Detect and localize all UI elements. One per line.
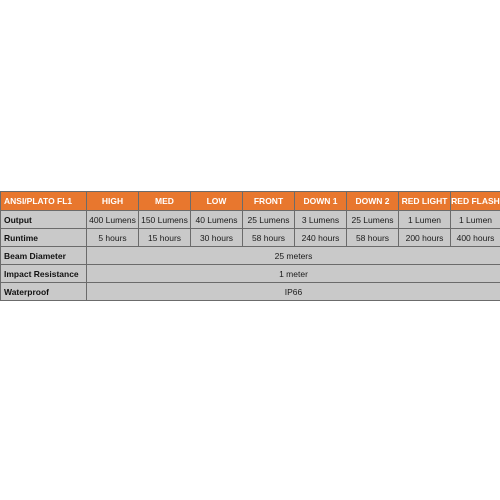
table-cell: 240 hours: [295, 229, 347, 247]
table-row-impact-resistance: [1, 265, 500, 283]
table-cell-merged: IP66: [87, 283, 500, 301]
row-label-output: Output: [1, 211, 87, 229]
table-row-output: [1, 211, 500, 229]
table-cell: 3 Lumens: [295, 211, 347, 229]
header-cell-red-light: RED LIGHT: [399, 192, 451, 211]
table-cell: 200 hours: [399, 229, 451, 247]
table-cell: 400 hours: [451, 229, 500, 247]
table-cell: 25 Lumens: [243, 211, 295, 229]
table-cell: 58 hours: [243, 229, 295, 247]
header-cell-mode-label: ANSI/PLATO FL1: [1, 192, 87, 211]
header-cell-down-1: DOWN 1: [295, 192, 347, 211]
table-cell: 40 Lumens: [191, 211, 243, 229]
table-cell: 5 hours: [87, 229, 139, 247]
header-cell-low: LOW: [191, 192, 243, 211]
table-row-waterproof: [1, 283, 500, 301]
header-cell-down-2: DOWN 2: [347, 192, 399, 211]
header-cell-med: MED: [139, 192, 191, 211]
table-cell: 15 hours: [139, 229, 191, 247]
header-cell-red-flash: RED FLASH: [451, 192, 500, 211]
table-header-row: [1, 192, 500, 211]
row-label-impact-resistance: Impact Resistance: [1, 265, 87, 283]
table-cell: 25 Lumens: [347, 211, 399, 229]
table-row-runtime: [1, 229, 500, 247]
table-cell: 30 hours: [191, 229, 243, 247]
row-label-waterproof: Waterproof: [1, 283, 87, 301]
table-cell: 400 Lumens: [87, 211, 139, 229]
header-cell-high: HIGH: [87, 192, 139, 211]
header-cell-front: FRONT: [243, 192, 295, 211]
table-cell-merged: 25 meters: [87, 247, 500, 265]
table-cell: 150 Lumens: [139, 211, 191, 229]
row-label-runtime: Runtime: [1, 229, 87, 247]
table-cell: 58 hours: [347, 229, 399, 247]
row-label-beam-diameter: Beam Diameter: [1, 247, 87, 265]
table-row-beam-diameter: [1, 247, 500, 265]
table-cell: 1 Lumen: [451, 211, 500, 229]
spec-table: [0, 191, 500, 301]
table-cell: 1 Lumen: [399, 211, 451, 229]
table-cell-merged: 1 meter: [87, 265, 500, 283]
